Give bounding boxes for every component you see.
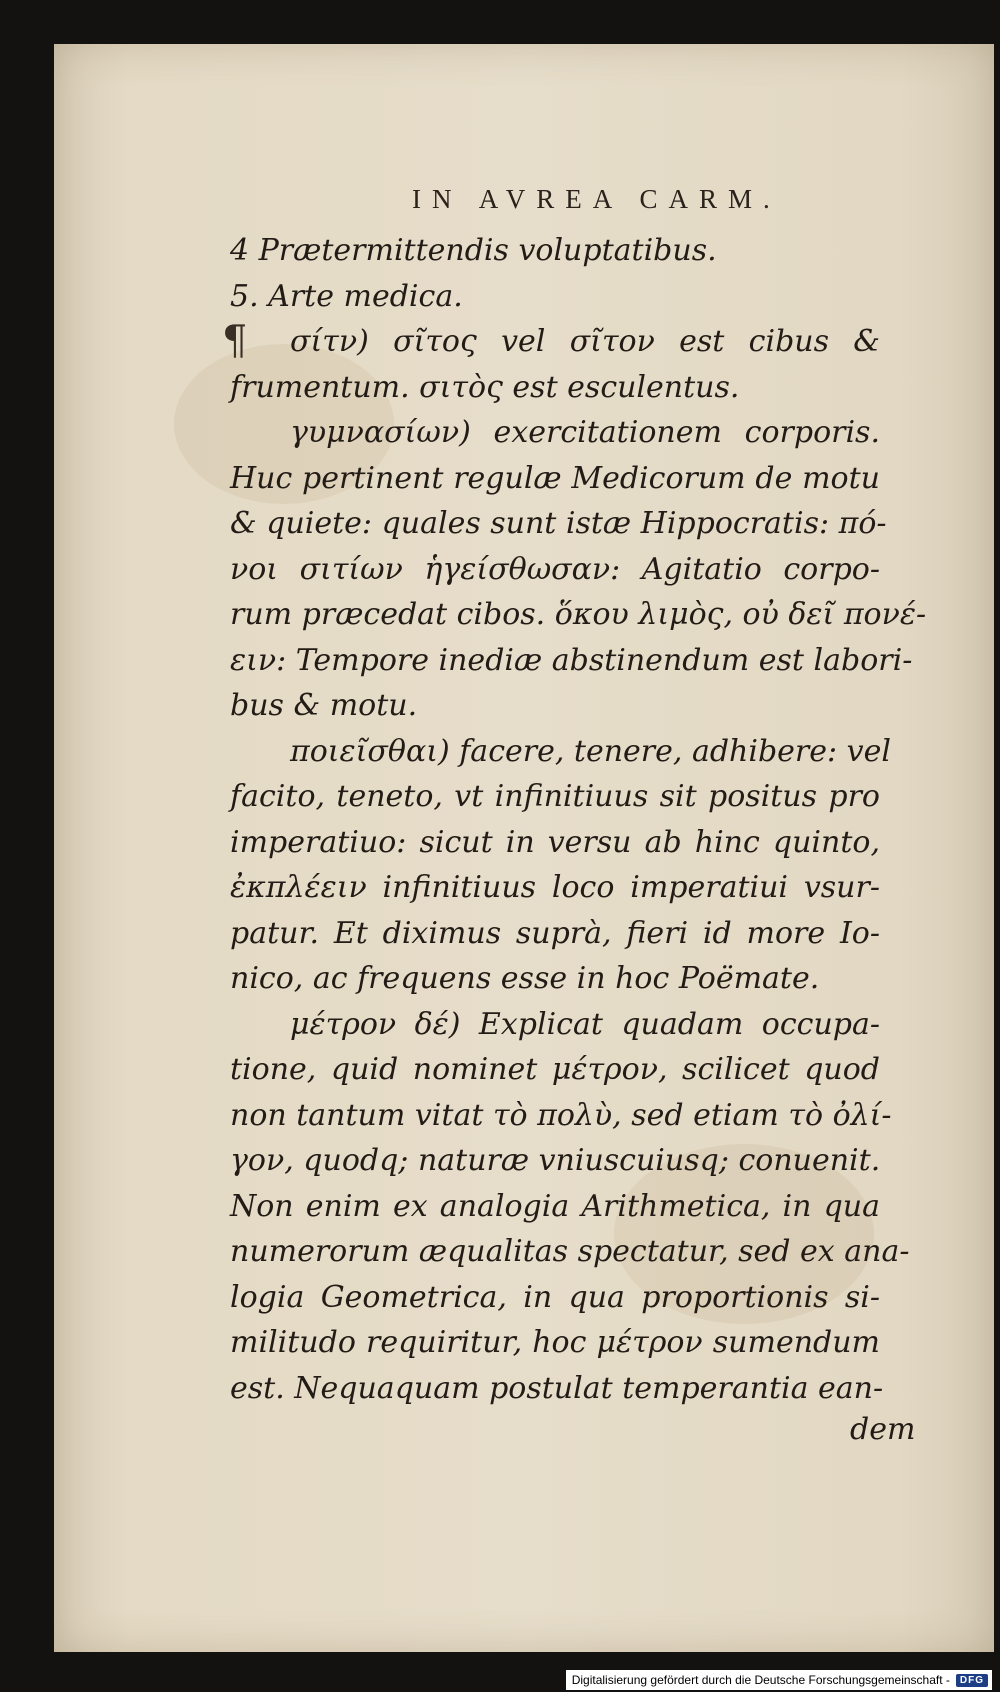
text-line: nico, ac frequens esse in hoc Poëmate. <box>230 961 820 996</box>
text-line: & quiete: quales sunt istæ Hippocratis: πό- <box>230 506 887 541</box>
text-line: ποιεῖσθαι) facere, tenere, adhibere: vel <box>290 733 891 769</box>
text-line: γον, quodq; naturæ vniuscuiusq; conuenit. <box>230 1143 881 1178</box>
text-line: 4 Prætermittendis voluptatibus. <box>230 233 717 268</box>
text-line: νοι σιτίων ἡγείσθωσαν: Agitatio corpo- <box>230 551 880 587</box>
digitization-footer <box>566 1670 992 1690</box>
text-line: ειν: Tempore inediæ abstinendum est labori- <box>230 642 913 678</box>
text-line: Huc pertinent regulæ Medicorum de motu <box>230 460 880 496</box>
text-line: 5. Arte medica. <box>230 278 463 314</box>
text-line: bus & motu. <box>230 688 418 723</box>
text-line: imperatiuo: sicut in versu ab hinc quinto, <box>230 824 880 860</box>
text-line: est. Nequaquam postulat temperantia ean- <box>230 1370 884 1406</box>
text-line: patur. Et diximus suprà, fieri id more Io- <box>230 915 880 951</box>
text-line: frumentum. σιτὸς est esculentus. <box>230 369 740 405</box>
text-line: militudo requiritur, hoc μέτρον sumendum <box>230 1325 880 1360</box>
text-line: facito, teneto, vt infinitiuus sit positus pro <box>230 779 880 814</box>
page-text <box>230 228 927 1411</box>
running-head: IN AVREA CARM. <box>412 184 781 214</box>
text-line: μέτρον δέ) Explicat quadam occupa- <box>290 1006 880 1042</box>
text-line: rum præcedat cibos. ὅκου λιμὸς, οὐ δεῖ πονέ- <box>230 597 927 632</box>
footer-credit: Digitalisierung gefördert durch die Deutsche Forschungsgemeinschaft - <box>571 1673 950 1687</box>
catchword: dem <box>850 1412 916 1447</box>
text-line: Non enim ex analogia Arithmetica, in qua <box>230 1188 880 1224</box>
text-line: logia Geometrica, in qua proportionis si- <box>230 1279 880 1315</box>
text-line: tione, quid nominet μέτρον, scilicet quod <box>230 1052 880 1087</box>
margin-mark: ¶ <box>222 318 248 364</box>
text-line: γυμνασίων) exercitationem corporis. <box>290 415 880 450</box>
dfg-logo: DFG <box>956 1674 988 1687</box>
text-line: ἐκπλέειν infinitiuus loco imperatiui vsur- <box>230 870 880 905</box>
text-line: non tantum vitat τὸ πολὺ, sed etiam τὸ ὀλί- <box>230 1097 892 1133</box>
text-line: σίτν) σῖτος vel σῖτον est cibus & <box>290 324 880 359</box>
text-line: numerorum æqualitas spectatur, sed ex ana- <box>230 1234 910 1269</box>
